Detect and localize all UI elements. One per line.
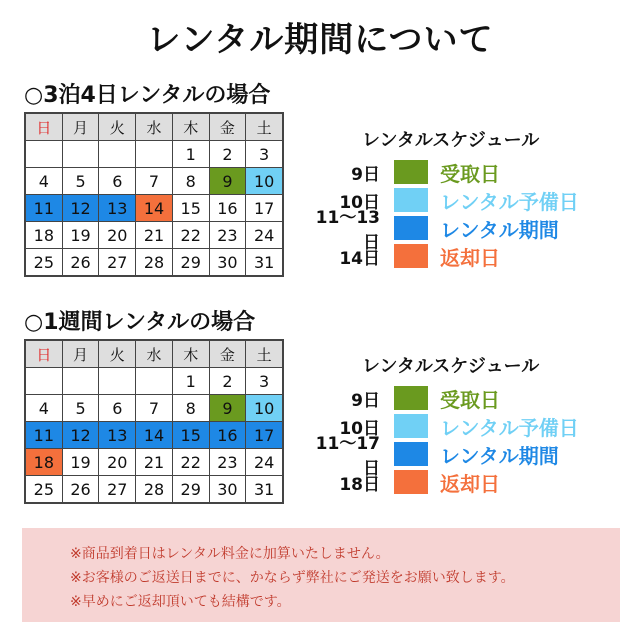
schedule-legend-3night <box>300 126 630 270</box>
weekday-header: 火 <box>99 341 135 367</box>
calendar-day-22: 22 <box>173 222 209 248</box>
calendar-day-13: 13 <box>99 422 135 448</box>
calendar-day-10: 10 <box>246 168 282 194</box>
schedule-legend-1week <box>300 352 630 496</box>
weekday-header: 火 <box>99 114 135 140</box>
calendar-day-3: 3 <box>246 368 282 394</box>
calendar-day-27: 27 <box>99 249 135 275</box>
calendar-day-28: 28 <box>136 249 172 275</box>
calendar-day-13: 13 <box>99 195 135 221</box>
calendar-blank-cell <box>136 141 172 167</box>
calendar-day-9: 9 <box>210 168 246 194</box>
section-heading-3night: ○3泊4日レンタルの場合 <box>24 83 271 108</box>
legend-label: 受取日 <box>440 161 500 186</box>
calendar-3night <box>24 112 284 277</box>
weekday-header: 金 <box>210 341 246 367</box>
notice-line: ※早めにご返却頂いても結構です。 <box>70 594 291 610</box>
legend-row-return <box>300 242 630 270</box>
weekday-header: 金 <box>210 114 246 140</box>
calendar-day-15: 15 <box>173 422 209 448</box>
calendar-day-2: 2 <box>210 141 246 167</box>
calendar-day-25: 25 <box>26 476 62 502</box>
calendar-day-17: 17 <box>246 195 282 221</box>
legend-swatch <box>394 414 428 438</box>
weekday-header: 水 <box>136 341 172 367</box>
weekday-header: 日 <box>26 114 62 140</box>
calendar-day-6: 6 <box>99 395 135 421</box>
calendar-day-30: 30 <box>210 476 246 502</box>
calendar-day-30: 30 <box>210 249 246 275</box>
calendar-day-17: 17 <box>246 422 282 448</box>
calendar-day-12: 12 <box>63 422 99 448</box>
calendar-day-6: 6 <box>99 168 135 194</box>
calendar-day-26: 26 <box>63 476 99 502</box>
calendar-blank-cell <box>136 368 172 394</box>
legend-row-rental <box>300 434 630 479</box>
legend-swatch <box>394 470 428 494</box>
calendar-day-25: 25 <box>26 249 62 275</box>
section-heading-1week: ○1週間レンタルの場合 <box>24 310 256 335</box>
notice-line: ※お客様のご返送日までに、かならず弊社にご発送をお願い致します。 <box>70 570 515 586</box>
calendar-day-7: 7 <box>136 395 172 421</box>
legend-label: 受取日 <box>440 387 500 412</box>
calendar-day-26: 26 <box>63 249 99 275</box>
legend-label: レンタル期間 <box>440 443 559 468</box>
weekday-header: 木 <box>173 341 209 367</box>
legend-title: レンタルスケジュール <box>362 356 540 377</box>
legend-row-receive <box>300 384 630 412</box>
calendar-day-28: 28 <box>136 476 172 502</box>
legend-swatch <box>394 160 428 184</box>
calendar-day-11: 11 <box>26 195 62 221</box>
calendar-day-3: 3 <box>246 141 282 167</box>
calendar-day-4: 4 <box>26 168 62 194</box>
legend-date: 11〜13日 <box>315 208 380 253</box>
calendar-day-22: 22 <box>173 449 209 475</box>
calendar-day-18: 18 <box>26 449 62 475</box>
calendar-day-11: 11 <box>26 422 62 448</box>
calendar-day-21: 21 <box>136 449 172 475</box>
legend-label: レンタル予備日 <box>440 189 579 214</box>
calendar-day-9: 9 <box>210 395 246 421</box>
calendar-blank-cell <box>63 141 99 167</box>
legend-swatch <box>394 244 428 268</box>
calendar-day-23: 23 <box>210 222 246 248</box>
weekday-header: 月 <box>63 114 99 140</box>
legend-row-rental <box>300 208 630 253</box>
weekday-header: 日 <box>26 341 62 367</box>
calendar-day-19: 19 <box>63 222 99 248</box>
weekday-header: 木 <box>173 114 209 140</box>
legend-swatch <box>394 188 428 212</box>
calendar-day-29: 29 <box>173 476 209 502</box>
notice-box <box>22 528 620 622</box>
calendar-day-12: 12 <box>63 195 99 221</box>
weekday-header: 土 <box>246 341 282 367</box>
calendar-day-14: 14 <box>136 422 172 448</box>
calendar-day-31: 31 <box>246 249 282 275</box>
calendar-day-10: 10 <box>246 395 282 421</box>
calendar-day-8: 8 <box>173 395 209 421</box>
calendar-day-5: 5 <box>63 395 99 421</box>
calendar-blank-cell <box>63 368 99 394</box>
legend-title: レンタルスケジュール <box>362 130 540 151</box>
calendar-day-1: 1 <box>173 368 209 394</box>
calendar-day-4: 4 <box>26 395 62 421</box>
calendar-day-27: 27 <box>99 476 135 502</box>
calendar-blank-cell <box>26 141 62 167</box>
legend-label: 返却日 <box>440 471 500 496</box>
legend-label: レンタル期間 <box>440 217 559 242</box>
calendar-day-16: 16 <box>210 422 246 448</box>
calendar-day-29: 29 <box>173 249 209 275</box>
legend-date: 10日 <box>339 418 380 439</box>
legend-swatch <box>394 386 428 410</box>
legend-label: レンタル予備日 <box>440 415 579 440</box>
legend-date: 18日 <box>339 474 380 495</box>
legend-date: 11〜17日 <box>315 434 380 479</box>
calendar-day-24: 24 <box>246 222 282 248</box>
calendar-day-20: 20 <box>99 449 135 475</box>
calendar-day-20: 20 <box>99 222 135 248</box>
calendar-day-23: 23 <box>210 449 246 475</box>
calendar-day-19: 19 <box>63 449 99 475</box>
legend-date: 14日 <box>339 248 380 269</box>
calendar-day-5: 5 <box>63 168 99 194</box>
legend-row-receive <box>300 158 630 186</box>
calendar-blank-cell <box>99 368 135 394</box>
weekday-header: 水 <box>136 114 172 140</box>
calendar-day-21: 21 <box>136 222 172 248</box>
calendar-day-14: 14 <box>136 195 172 221</box>
legend-swatch <box>394 442 428 466</box>
calendar-day-31: 31 <box>246 476 282 502</box>
calendar-day-2: 2 <box>210 368 246 394</box>
weekday-header: 月 <box>63 341 99 367</box>
calendar-1week <box>24 339 284 504</box>
legend-label: 返却日 <box>440 245 500 270</box>
calendar-day-1: 1 <box>173 141 209 167</box>
legend-date: 9日 <box>351 164 380 185</box>
calendar-blank-cell <box>26 368 62 394</box>
notice-line: ※商品到着日はレンタル料金に加算いたしません。 <box>70 546 390 562</box>
legend-date: 10日 <box>339 192 380 213</box>
calendar-day-8: 8 <box>173 168 209 194</box>
legend-date: 9日 <box>351 390 380 411</box>
legend-row-return <box>300 468 630 496</box>
calendar-day-24: 24 <box>246 449 282 475</box>
calendar-day-15: 15 <box>173 195 209 221</box>
legend-swatch <box>394 216 428 240</box>
calendar-day-7: 7 <box>136 168 172 194</box>
weekday-header: 土 <box>246 114 282 140</box>
page-title: レンタル期間について <box>146 20 494 60</box>
calendar-day-18: 18 <box>26 222 62 248</box>
calendar-day-16: 16 <box>210 195 246 221</box>
calendar-blank-cell <box>99 141 135 167</box>
